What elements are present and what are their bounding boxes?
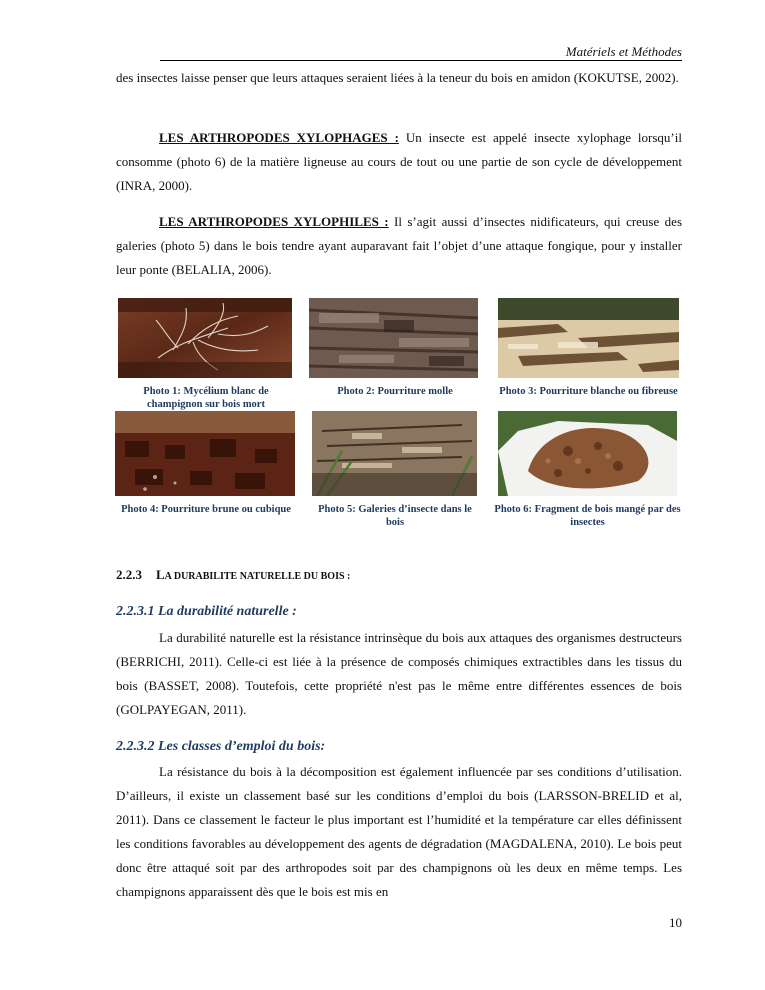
text-xylophiles: Il s’agit aussi d’insectes nidificateurs, qui creuse des galeries (photo 5) dans le bois tendre ayant auparavant fait l’objet d’une attaque fongique, pour y installer leur ponte (BELALIA, 2006). — [116, 214, 682, 277]
page-number: 10 — [669, 915, 682, 930]
label-xylophiles: LES ARTHROPODES XYLOPHILES : — [159, 214, 389, 229]
paragraph-xylophiles — [116, 210, 682, 282]
photo-soft-rot — [309, 298, 478, 378]
subsection-heading-durabilite: 2.2.3.1 La durabilité naturelle : — [116, 604, 297, 619]
text-xylophages: Un insecte est appelé insecte xylophage lorsqu’il consomme (photo 6) de la matière ligneuse au cours de tout ou une partie de son cycle de développement (INRA, 2000). — [116, 130, 682, 193]
label-xylophages: LES ARTHROPODES XYLOPHAGES : — [159, 130, 399, 145]
paragraph-durabilite: La durabilité naturelle est la résistance intrinsèque du bois aux attaques des organismes destructeurs (BERRICHI, 2011). Celle-ci est liée à la présence de composés chimiques extractibles dans les tissus du bois (BASSET, 2008). Toutefois, cette propriété n'est pas le même entre différentes essences de bois (GOLPAYEGAN, 2011). — [116, 630, 682, 717]
paragraph-amidon: des insectes laisse penser que leurs attaques seraient liées à la teneur du bois en amidon (KOKUTSE, 2002). — [116, 70, 679, 85]
paragraph-classes: La résistance du bois à la décomposition est également influencée par ses conditions d’utilisation. D’ailleurs, il existe un classement basé sur les conditions d’emploi du bois (LARSSON-BRELID et al, 2011). Dans ce classement le facteur le plus important est l’humidité et la température car elles définissent les conditions favorables au développement des agents de dégradation (MAGDALENA, 2010). Le bois peut donc être attaqué soit par des arthropodes soit par des champignons où les deux en même temps. Les champignons apparaissent dès que le bois est mis en — [116, 764, 682, 899]
caption-photo-3: Photo 3: Pourriture blanche ou fibreuse — [499, 386, 678, 397]
caption-photo-5: Photo 5: Galeries d’insecte dans le bois — [318, 504, 472, 528]
section-title-rest: A DURABILITE NATURELLE DU BOIS : — [164, 571, 351, 582]
photo-brown-rot — [115, 411, 295, 496]
caption-photo-4: Photo 4: Pourriture brune ou cubique — [121, 504, 291, 515]
photo-insect-galleries — [312, 411, 477, 496]
section-title-initial: L — [156, 567, 165, 582]
section-number: 2.2.3 — [116, 567, 142, 582]
photo-eaten-fragment — [498, 411, 677, 496]
caption-photo-2: Photo 2: Pourriture molle — [337, 386, 453, 397]
caption-photo-6: Photo 6: Fragment de bois mangé par des insectes — [494, 504, 681, 528]
photo-mycelium — [118, 298, 292, 378]
running-header: Matériels et Méthodes — [160, 44, 682, 61]
photo-white-rot — [498, 298, 679, 378]
paragraph-xylophages — [116, 126, 682, 198]
caption-photo-1: Photo 1: Mycélium blanc de champignon sur bois mort — [143, 386, 269, 410]
subsection-heading-classes: 2.2.3.2 Les classes d’emploi du bois: — [116, 739, 326, 754]
section-heading — [116, 566, 350, 586]
